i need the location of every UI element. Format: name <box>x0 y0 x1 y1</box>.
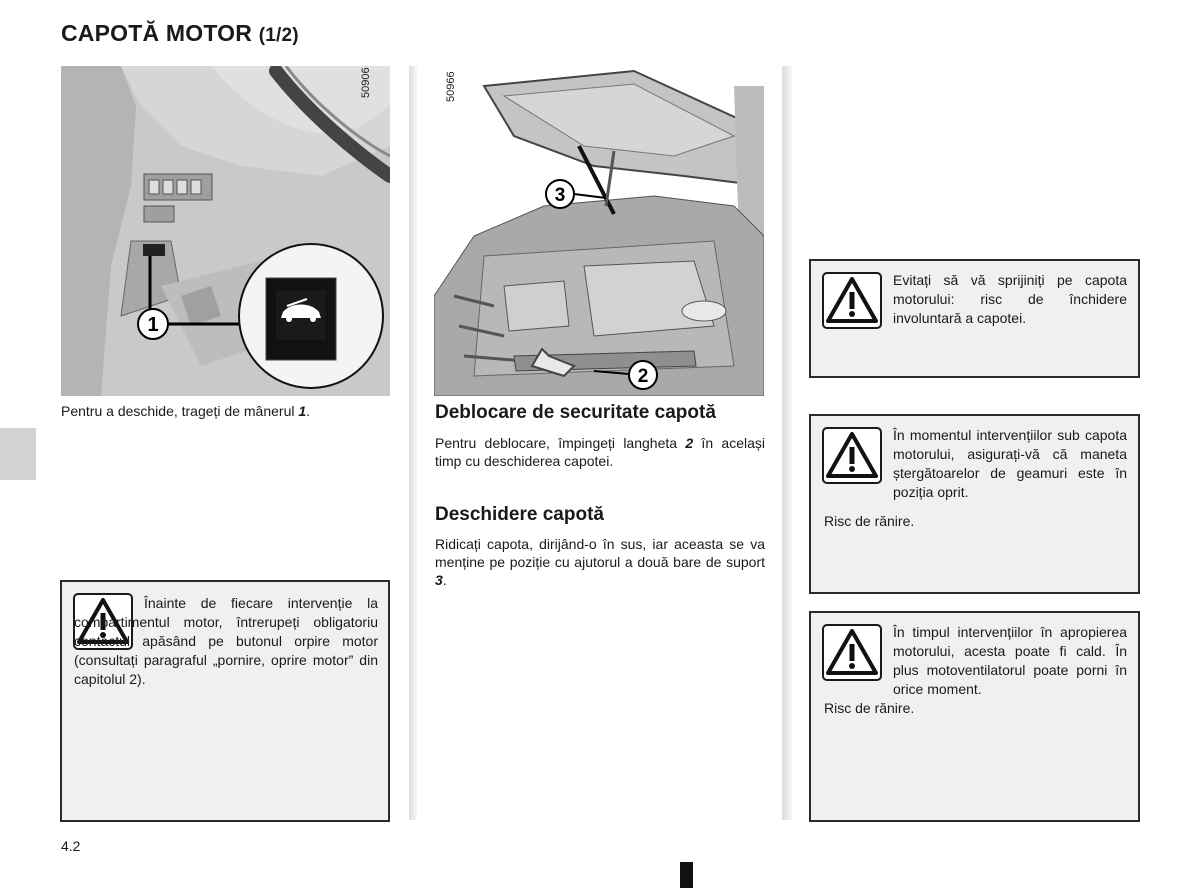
page-number: 4.2 <box>61 838 81 854</box>
page-edge-marker <box>680 862 693 888</box>
heading-hood-opening: Deschidere capotă <box>435 504 604 525</box>
page-title <box>61 20 299 47</box>
paragraph-security-unlock: Pentru deblocare, împingeți langheta 2 în același timp cu deschiderea capotei. <box>435 435 765 469</box>
engine-bay-illustration <box>434 66 764 396</box>
column-divider-left <box>409 66 417 820</box>
callout-3: 3 <box>554 185 566 206</box>
heading-security-unlock: Deblocare de securitate capotă <box>435 402 716 423</box>
chapter-tab <box>0 428 36 480</box>
callout-1: 1 <box>147 314 159 336</box>
callout-2: 2 <box>637 366 649 387</box>
figure-code: 50906 <box>360 67 372 98</box>
warning-contact-text: Înainte de fiecare intervenție la compartimentul motor, întrerupeți obligatoriu contactul apăsând pe butonul orpire motor (consultați paragraful „pornire, oprire motor” din capitolul 2). <box>74 595 378 687</box>
warning-box-engine-hot <box>809 611 1140 822</box>
title-text: CAPOTĂ MOTOR <box>61 20 253 46</box>
warning-wipers-text: În momentul intervențiilor sub capota motorului, asigurați-vă că maneta ștergătoarelor de geamuri este în poziția oprit. <box>893 427 1127 500</box>
warning-triangle-icon <box>822 272 882 329</box>
left-caption: Pentru a deschide, trageți de mânerul 1. <box>61 403 311 419</box>
warning-wipers-risk: Risc de rănire. <box>824 513 915 529</box>
warning-hood-lean-text: Evitați să vă sprijiniți pe capota motorului: risc de închidere involuntară a capotei. <box>893 272 1127 326</box>
figure-hood-release-lever <box>61 66 390 396</box>
warning-triangle-icon <box>822 624 882 681</box>
title-part: (1/2) <box>258 25 299 46</box>
figure-engine-bay <box>434 66 764 396</box>
warning-engine-hot-risk: Risc de rănire. <box>824 700 915 716</box>
warning-engine-hot-text: În timpul intervențiilor în apropierea motorului, acesta poate fi cald. În plus motoventilatorul poate porni în orice moment. <box>893 624 1127 697</box>
warning-triangle-icon <box>822 427 882 484</box>
warning-box-hood-lean <box>809 259 1140 378</box>
warning-box-contact <box>60 580 390 822</box>
figure-code-middle: 50966 <box>445 71 457 102</box>
paragraph-hood-opening: Ridicați capota, dirijând-o în sus, iar aceasta se va menține pe poziție cu ajutorul a două bare de suport 3. <box>435 536 765 588</box>
column-divider-right <box>782 66 792 820</box>
hood-release-illustration <box>61 66 390 396</box>
warning-box-wipers <box>809 414 1140 594</box>
